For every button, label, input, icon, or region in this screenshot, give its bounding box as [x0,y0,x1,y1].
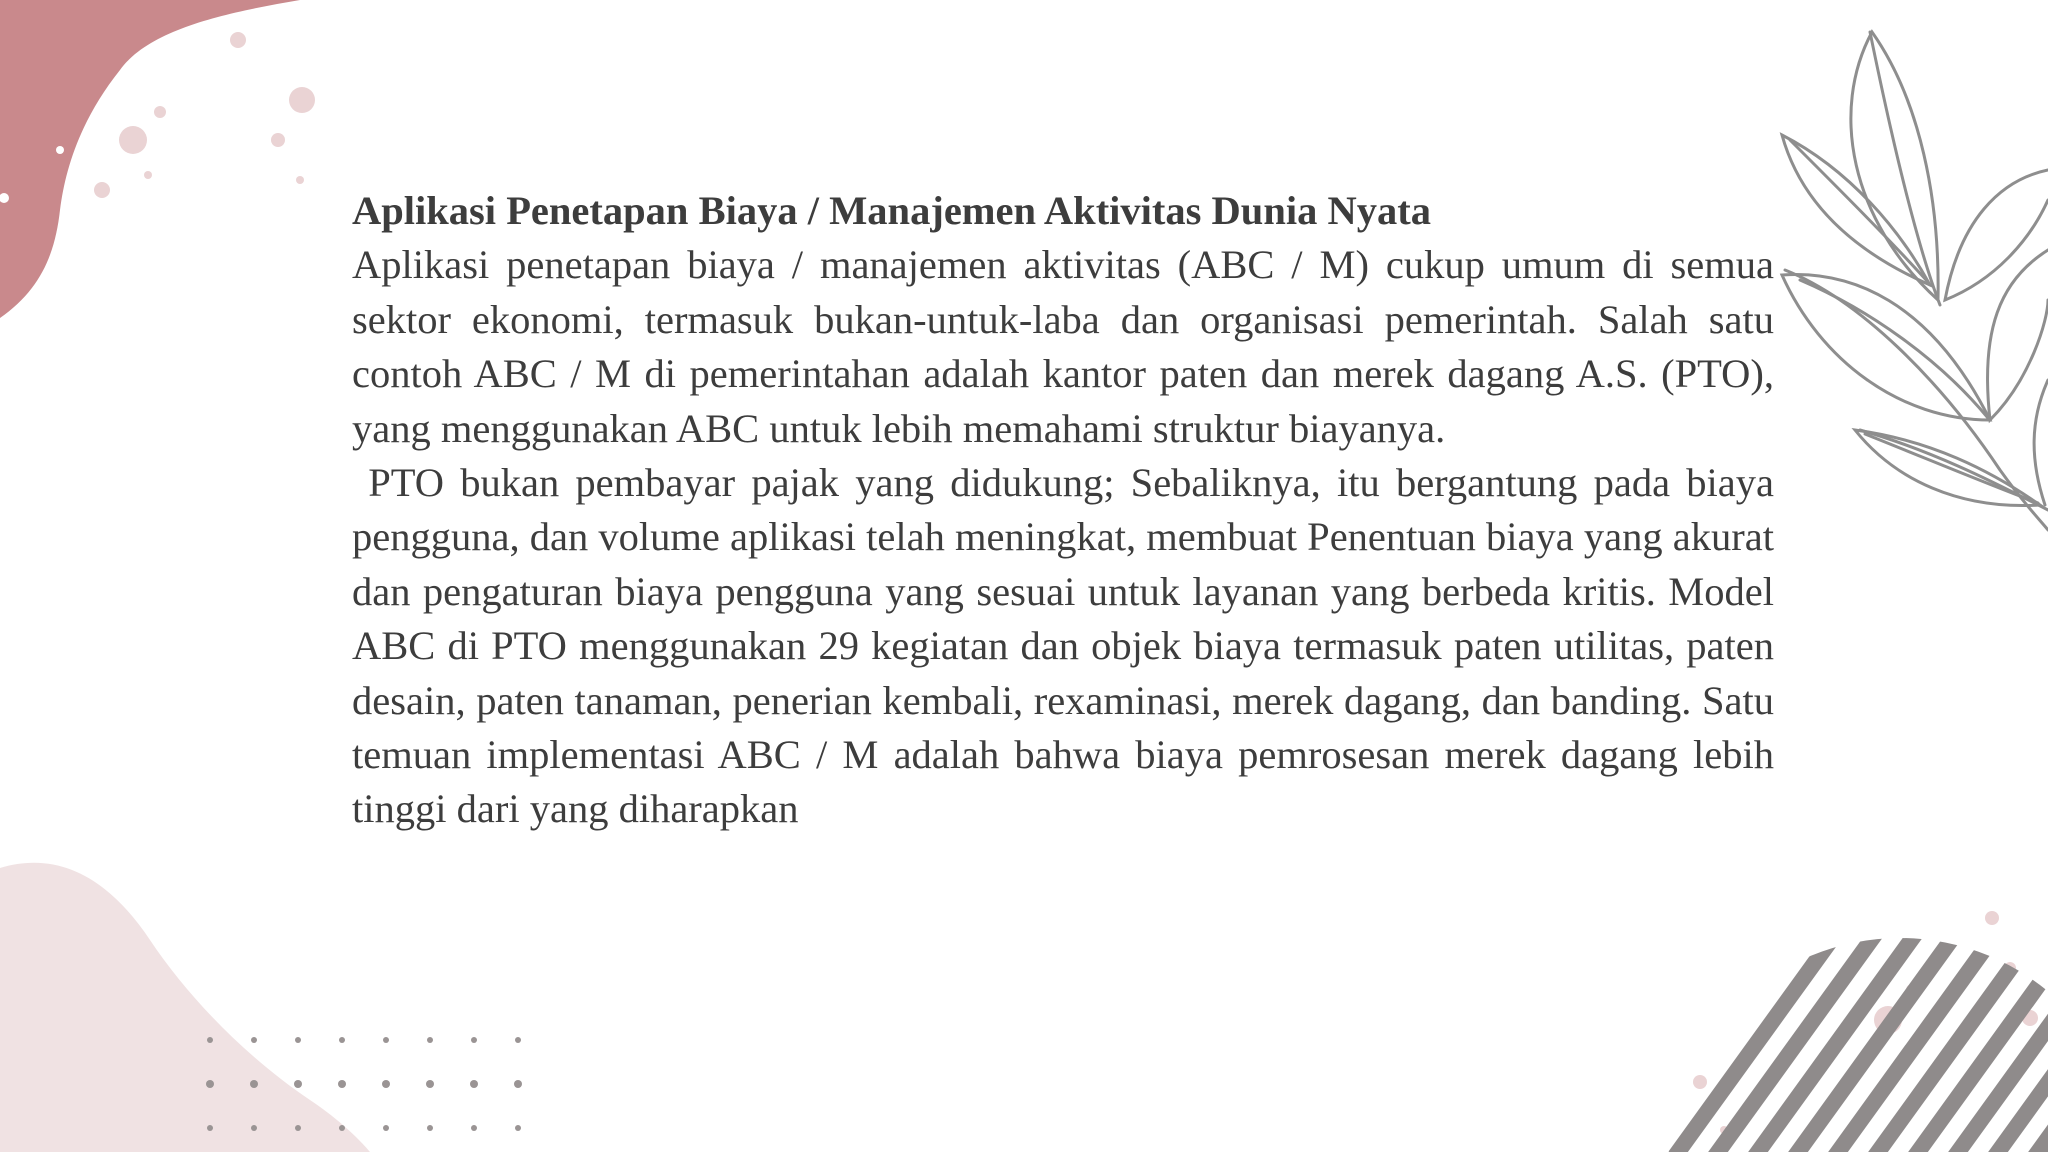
slide-heading: Aplikasi Penetapan Biaya / Manajemen Aktivitas Dunia Nyata [352,188,1431,233]
bottom-left-blob [0,863,370,1152]
striped-circle [1600,900,2048,1152]
body-paragraph-1: Aplikasi penetapan biaya / manajemen aktivitas (ABC / M) cukup umum di semua sektor ekonomi, termasuk bukan-untuk-laba dan organisasi pemerintah. Salah satu contoh ABC / M di pemerintahan adalah kantor paten dan merek dagang A.S. (PTO), yang menggunakan ABC untuk lebih memahami struktur biayanya. [352,242,1774,451]
top-left-blob [0,0,300,318]
body-paragraph-2: PTO bukan pembayar pajak yang didukung; Sebaliknya, itu bergantung pada biaya pengguna, dan volume aplikasi telah meningkat, membuat Penentuan biaya yang akurat dan pengaturan biaya pengguna yang sesuai untuk layanan yang berbeda kritis. Model ABC di PTO menggunakan 29 kegiatan dan objek biaya termasuk paten utilitas, paten desain, paten tanaman, penerian kembali, rexaminasi, merek dagang, dan banding. Satu temuan implementasi ABC / M adalah bahwa biaya pemrosesan merek dagang lebih tinggi dari yang diharapkan [352,460,1785,832]
leaf-illustration [1782,32,2048,530]
slide-content [352,184,1785,837]
